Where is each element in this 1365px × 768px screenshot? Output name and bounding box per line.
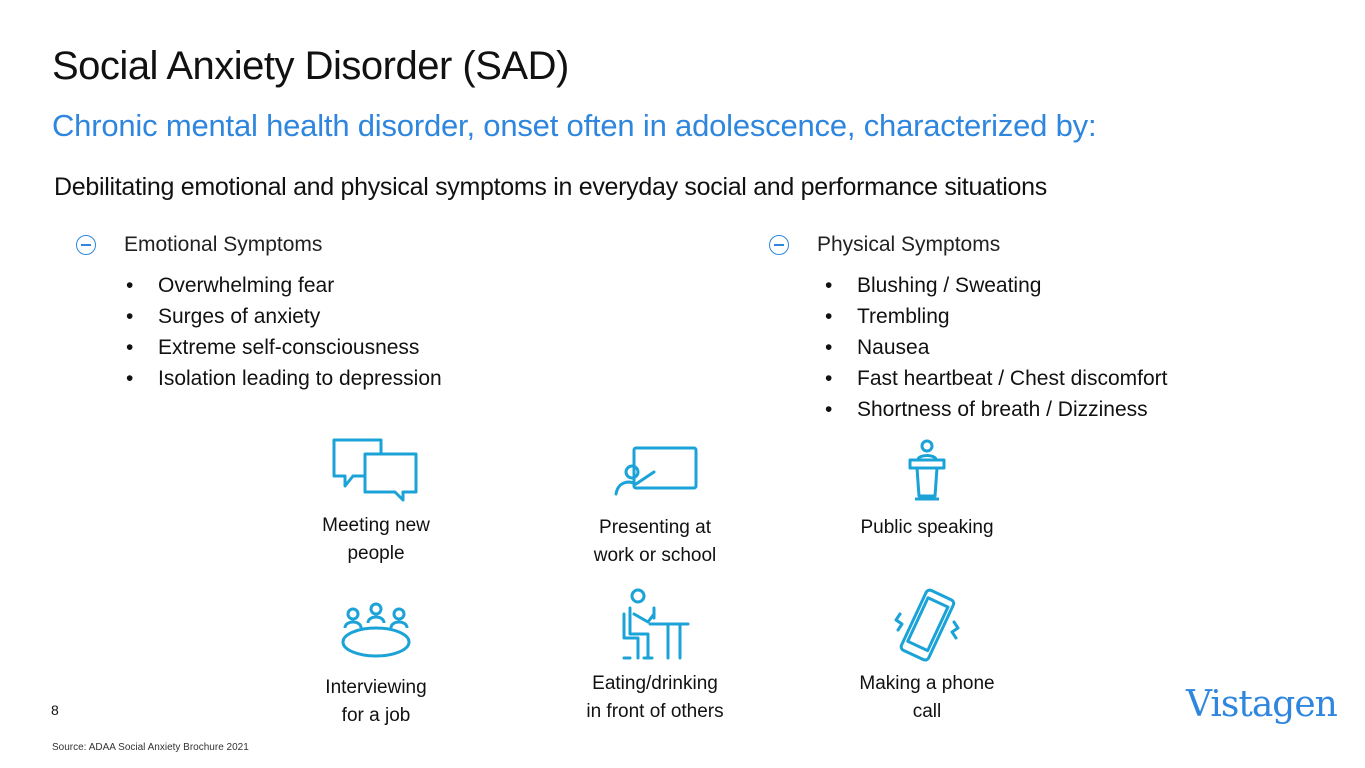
collapse-minus-icon	[76, 235, 96, 255]
situation-label: Public speaking	[860, 517, 994, 538]
chat-bubbles-icon	[331, 436, 421, 506]
situation-label: Presenting at work or school	[593, 517, 717, 566]
list-item: • Surges of anxiety	[126, 301, 576, 332]
source-citation: Source: ADAA Social Anxiety Brochure 2021	[52, 742, 249, 753]
page-number: 8	[51, 702, 59, 718]
list-item: • Trembling	[825, 301, 1269, 332]
collapse-minus-icon	[769, 235, 789, 255]
list-item: • Shortness of breath / Dizziness	[825, 394, 1269, 425]
situation-meeting-new-people	[276, 436, 476, 568]
vistagen-logo: Vistagen	[1186, 684, 1337, 725]
situation-phone-call	[827, 586, 1027, 726]
situation-interviewing	[276, 598, 476, 730]
situation-eating-drinking	[555, 588, 755, 726]
podium-icon	[907, 438, 947, 502]
person-at-table-icon	[618, 588, 692, 662]
meeting-table-icon	[339, 598, 413, 662]
page-title: Social Anxiety Disorder (SAD)	[52, 44, 569, 88]
situation-public-speaking	[827, 438, 1027, 542]
situation-presenting	[555, 444, 755, 570]
situation-label: Making a phone call	[859, 673, 995, 722]
list-item: • Overwhelming fear	[126, 270, 576, 301]
lead-statement: Debilitating emotional and physical symptoms in everyday social and performance situations	[54, 173, 1047, 201]
ringing-phone-icon	[892, 586, 962, 666]
situation-label: Meeting new people	[322, 515, 430, 564]
physical-symptoms-heading: Physical Symptoms	[817, 233, 1001, 256]
list-item: • Extreme self-consciousness	[126, 332, 576, 363]
physical-symptoms-section	[769, 228, 1269, 425]
situation-label: Interviewing for a job	[325, 677, 427, 726]
emotional-symptoms-heading: Emotional Symptoms	[124, 233, 323, 256]
list-item: • Isolation leading to depression	[126, 363, 576, 394]
list-item: • Nausea	[825, 332, 1269, 363]
list-item: • Blushing / Sweating	[825, 270, 1269, 301]
emotional-symptoms-section	[76, 228, 576, 394]
list-item: • Fast heartbeat / Chest discomfort	[825, 363, 1269, 394]
subtitle: Chronic mental health disorder, onset often in adolescence, characterized by:	[52, 108, 1097, 143]
presentation-icon	[610, 444, 700, 500]
situation-label: Eating/drinking in front of others	[586, 673, 724, 722]
